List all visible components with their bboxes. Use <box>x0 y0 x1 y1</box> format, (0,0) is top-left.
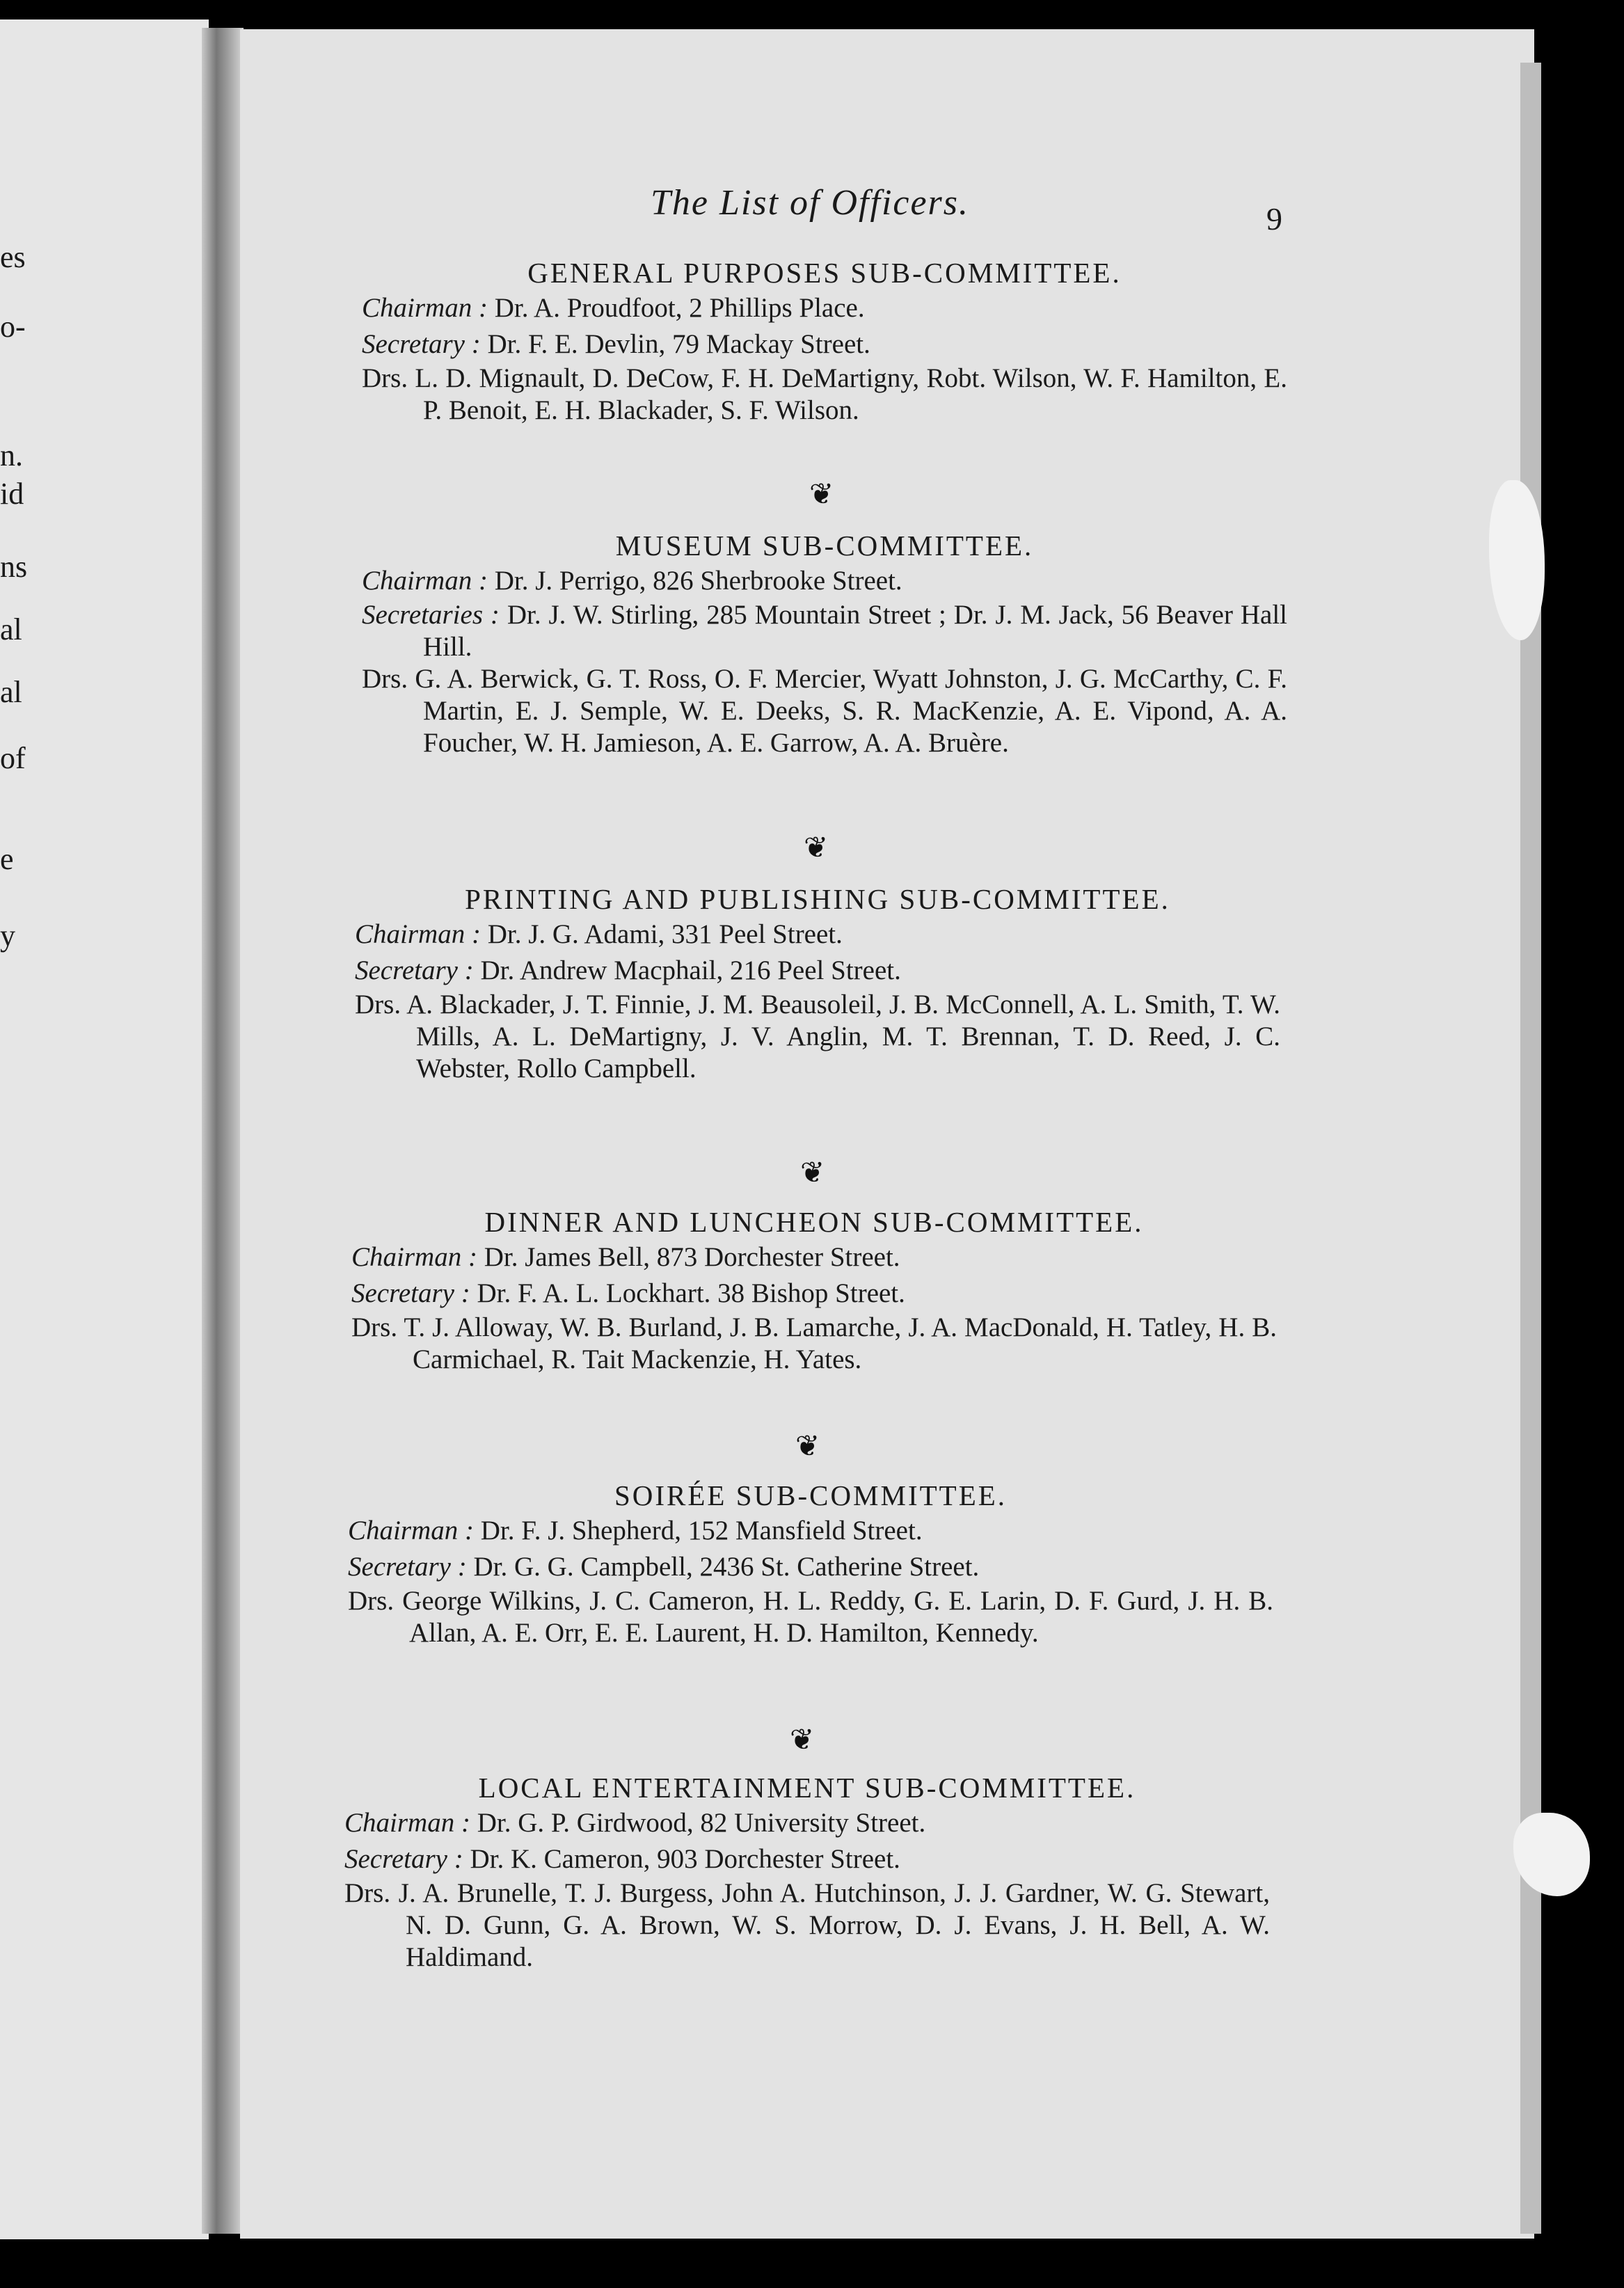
committee-section <box>362 256 1287 427</box>
chairman-label: Chairman : <box>355 919 481 950</box>
section-title: SOIRÉE SUB-COMMITTEE. <box>614 1479 1008 1511</box>
chairman-entry: Dr. G. P. Girdwood, 82 University Street. <box>477 1808 926 1838</box>
secretary-line <box>362 599 1287 663</box>
chairman-label: Chairman : <box>362 566 488 596</box>
secretary-label: Secretary : <box>348 1552 467 1582</box>
left-page-fragment: y <box>0 919 15 953</box>
chairman-line <box>355 916 1280 953</box>
chairman-entry: Dr. James Bell, 873 Dorchester Street. <box>484 1242 900 1273</box>
chairman-line <box>351 1239 1277 1276</box>
committee-section <box>344 1771 1270 1973</box>
members-list: Drs. G. A. Berwick, G. T. Ross, O. F. Mercier, Wyatt Johnston, J. G. McCarthy, C. F. Martin, E. J. Semple, W. E. Deeks, S. R. MacKenzie, A. E. Vipond, A. A. Foucher, W. H. Jamieson, A. E. Garrow, A. A. Bruère. <box>362 664 1287 758</box>
chairman-line <box>344 1805 1270 1841</box>
chairman-entry: Dr. F. J. Shepherd, 152 Mansfield Street. <box>480 1516 923 1546</box>
secretary-entry: Dr. F. E. Devlin, 79 Mackay Street. <box>487 329 870 360</box>
secretary-line <box>351 1276 1277 1312</box>
members-list: Drs. George Wilkins, J. C. Cameron, H. L. Reddy, G. E. Larin, D. F. Gurd, J. H. B. Allan, A. E. Orr, E. E. Laurent, H. D. Hamilton, Kennedy. <box>348 1586 1273 1649</box>
ornament-icon: ❦ <box>804 832 829 864</box>
secretary-label: Secretary : <box>344 1844 463 1875</box>
members-list: Drs. T. J. Alloway, W. B. Burland, J. B. Lamarche, J. A. MacDonald, H. Tatley, H. B. Carmichael, R. Tait Mackenzie, H. Yates. <box>351 1312 1277 1375</box>
chairman-label: Chairman : <box>348 1516 474 1546</box>
page-number: 9 <box>1266 201 1282 237</box>
chairman-line <box>362 563 1287 599</box>
chairman-label: Chairman : <box>344 1808 470 1838</box>
secretary-entry: Dr. F. A. L. Lockhart. 38 Bishop Street. <box>477 1278 905 1309</box>
left-page-fragment: of <box>0 741 26 775</box>
left-page-fragment: es <box>0 240 26 274</box>
members-list: Drs. A. Blackader, J. T. Finnie, J. M. Beausoleil, J. B. McConnell, A. L. Smith, T. W. Mills, A. L. DeMartigny, J. V. Anglin, M. T. Brennan, T. D. Reed, J. C. Webster, Rollo Campbell. <box>355 990 1280 1084</box>
secretary-line <box>348 1549 1273 1585</box>
left-page-fragment: o- <box>0 310 26 344</box>
left-page-edge <box>0 19 209 2239</box>
page-edge <box>1520 63 1541 2234</box>
chairman-line <box>348 1513 1273 1549</box>
secretary-line <box>344 1841 1270 1877</box>
left-page-fragment: id <box>0 477 24 511</box>
chairman-entry: Dr. J. G. Adami, 331 Peel Street. <box>487 919 843 950</box>
running-head: The List of Officers. <box>651 183 970 223</box>
book-gutter <box>202 28 244 2234</box>
secretary-label: Secretaries : <box>362 600 500 630</box>
secretary-entry: Dr. K. Cameron, 903 Dorchester Street. <box>470 1844 900 1875</box>
chairman-label: Chairman : <box>351 1242 477 1273</box>
left-page-fragment: al <box>0 675 22 709</box>
secretary-label: Secretary : <box>362 329 481 360</box>
ornament-icon: ❦ <box>809 479 834 511</box>
chairman-line <box>362 290 1287 326</box>
secretary-entry: Dr. J. W. Stirling, 285 Mountain Street ; Dr. J. M. Jack, 56 Beaver Hall Hill. <box>423 600 1288 662</box>
secretary-label: Secretary : <box>351 1278 470 1309</box>
section-title: GENERAL PURPOSES SUB-COMMITTEE. <box>527 257 1122 289</box>
committee-section <box>348 1479 1273 1649</box>
ornament-icon: ❦ <box>795 1431 820 1463</box>
committee-section <box>351 1205 1277 1376</box>
members-list: Drs. L. D. Mignault, D. DeCow, F. H. DeMartigny, Robt. Wilson, W. F. Hamilton, E. P. Benoit, E. H. Blackader, S. F. Wilson. <box>362 363 1287 426</box>
members-list: Drs. J. A. Brunelle, T. J. Burgess, John A. Hutchinson, J. J. Gardner, W. G. Stewart, N. D. Gunn, G. A. Brown, W. S. Morrow, D. J. Evans, J. H. Bell, A. W. Haldimand. <box>344 1878 1270 1973</box>
secretary-entry: Dr. G. G. Campbell, 2436 St. Catherine Street. <box>473 1552 980 1582</box>
ornament-icon: ❦ <box>790 1724 815 1756</box>
section-title: LOCAL ENTERTAINMENT SUB-COMMITTEE. <box>478 1772 1136 1804</box>
chairman-entry: Dr. A. Proudfoot, 2 Phillips Place. <box>494 293 865 324</box>
committee-section <box>355 882 1280 1085</box>
secretary-line <box>362 326 1287 363</box>
section-title: MUSEUM SUB-COMMITTEE. <box>615 530 1034 562</box>
section-title: DINNER AND LUNCHEON SUB-COMMITTEE. <box>484 1206 1144 1238</box>
left-page-fragment: ns <box>0 550 28 584</box>
secretary-label: Secretary : <box>355 955 474 986</box>
ornament-icon: ❦ <box>800 1157 825 1189</box>
committee-section <box>362 529 1287 759</box>
section-title: PRINTING AND PUBLISHING SUB-COMMITTEE. <box>465 883 1170 915</box>
left-page-fragment: e <box>0 842 14 876</box>
chairman-label: Chairman : <box>362 293 488 324</box>
chairman-entry: Dr. J. Perrigo, 826 Sherbrooke Street. <box>494 566 902 596</box>
secretary-line <box>355 953 1280 989</box>
left-page-fragment: n. <box>0 438 23 472</box>
left-page-fragment: al <box>0 612 22 646</box>
secretary-entry: Dr. Andrew Macphail, 216 Peel Street. <box>480 955 901 986</box>
